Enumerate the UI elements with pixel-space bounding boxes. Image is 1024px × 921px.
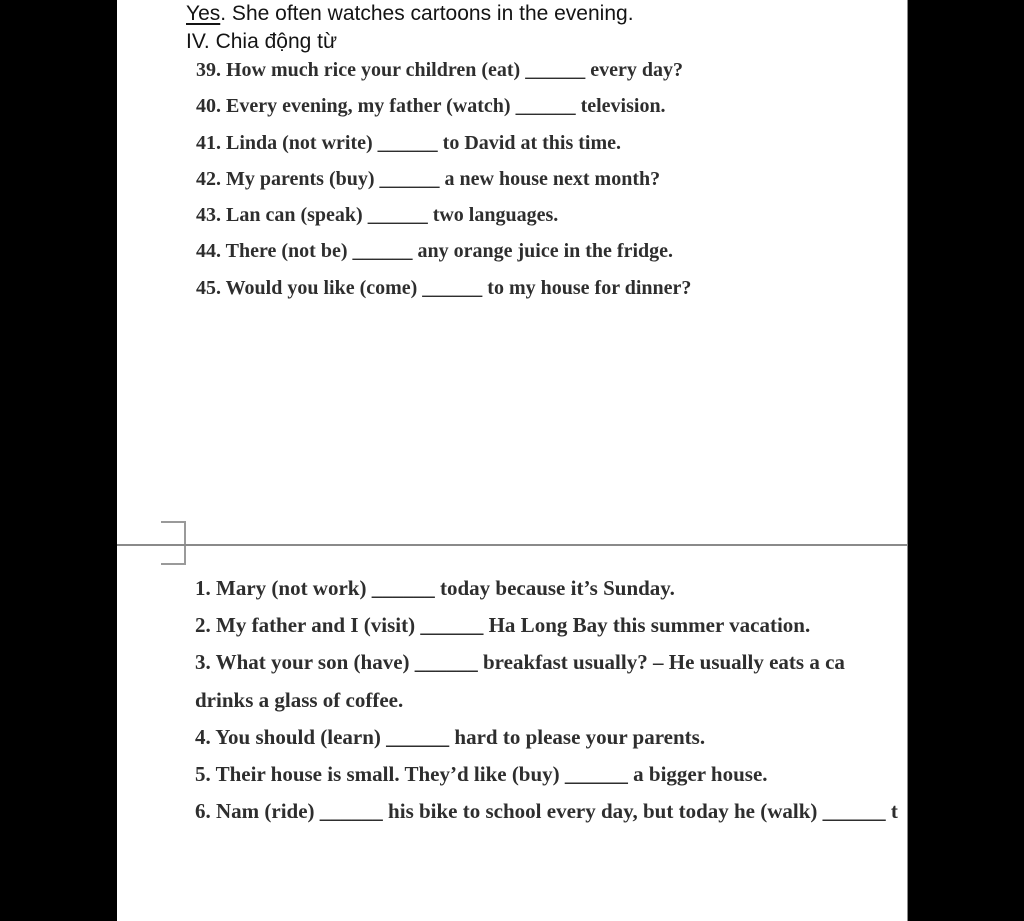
exercise-items-39-45	[196, 52, 691, 306]
exercise-item-4: 4. You should (learn) ______ hard to please your parents.	[195, 724, 706, 749]
exercise-item-3: 3. What your son (have) ______ breakfast usually? – He usually eats a ca	[195, 650, 845, 675]
answer-line-rest: . She often watches cartoons in the evening.	[220, 2, 634, 25]
exercise-item-40: 40. Every evening, my father (watch) ______ television.	[196, 95, 666, 118]
header-text-block	[186, 0, 634, 56]
exercise-item-39: 39. How much rice your children (eat) ______ every day?	[196, 59, 683, 81]
exercise-item-45: 45. Would you like (come) ______ to my house for dinner?	[196, 276, 692, 299]
exercise-item-1: 1. Mary (not work) ______ today because it’s Sunday.	[195, 576, 675, 600]
exercise-item-44: 44. There (not be) ______ any orange juice in the fridge.	[196, 240, 674, 263]
exercise-item-5: 5. Their house is small. They’d like (buy) ______ a bigger house.	[195, 762, 768, 787]
exercise-item-42: 42. My parents (buy) ______ a new house next month?	[196, 167, 661, 190]
exercise-item-6: 6. Nam (ride) ______ his bike to school every day, but today he (walk) ______ t	[195, 799, 898, 824]
exercise-item-2: 2. My father and I (visit) ______ Ha Long Bay this summer vacation.	[195, 613, 811, 638]
exercise-item-3-continuation: drinks a glass of coffee.	[195, 687, 404, 712]
answer-line	[186, 0, 634, 28]
exercise-item-43: 43. Lan can (speak) ______ two languages.	[196, 204, 559, 227]
crop-mark-bracket	[161, 521, 186, 565]
document-page	[117, 0, 908, 921]
page-divider-line	[117, 544, 908, 546]
answer-word-underlined: Yes	[186, 2, 221, 25]
section-title: IV. Chia động từ	[186, 30, 338, 53]
exercise-item-41: 41. Linda (not write) ______ to David at this time.	[196, 131, 621, 154]
exercise-items-1-6	[195, 570, 898, 830]
